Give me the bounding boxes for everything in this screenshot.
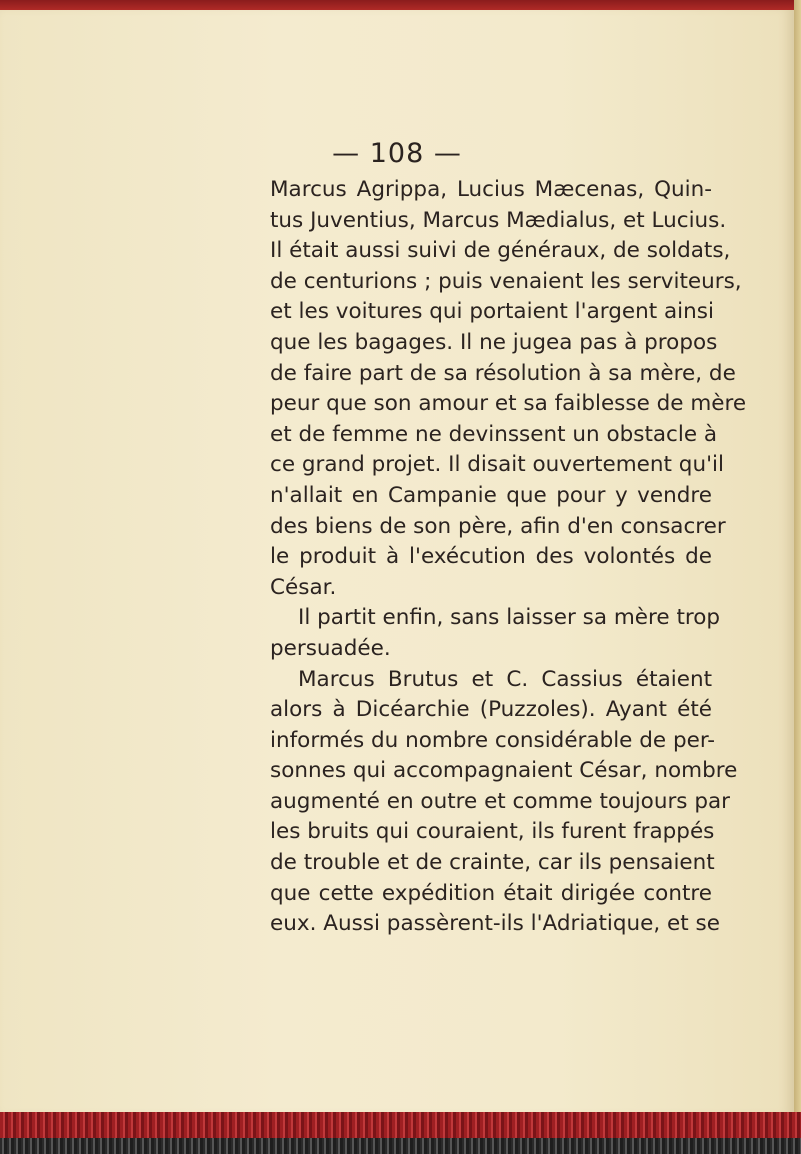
body-text	[270, 175, 747, 940]
text-line: de centurions ; puis venaient les serviteurs,	[270, 268, 742, 294]
text-line: et les voitures qui portaient l'argent ainsi	[270, 299, 714, 325]
text-line: eux. Aussi passèrent-ils l'Adriatique, et se	[270, 911, 720, 937]
text-line: César.	[270, 574, 337, 600]
page-right-edge	[794, 0, 801, 1154]
text-line: le produit à l'exécution des volontés de	[270, 544, 712, 570]
text-line: les bruits qui couraient, ils furent frappés	[270, 819, 715, 845]
text-line: et de femme ne devinssent un obstacle à	[270, 421, 718, 447]
text-line: Marcus Agrippa, Lucius Mæcenas, Quin-	[270, 177, 712, 202]
text-line: persuadée.	[270, 635, 391, 661]
text-line: que les bagages. Il ne jugea pas à propos	[270, 329, 718, 355]
text-line: des biens de son père, afin d'en consacrer	[270, 513, 726, 539]
text-line: Il était aussi suivi de généraux, de soldats,	[270, 238, 731, 264]
text-line: tus Juventius, Marcus Mædialus, et Lucius.	[270, 207, 727, 233]
text-line: que cette expédition était dirigée contre	[270, 880, 712, 906]
text-line: peur que son amour et sa faiblesse de mère	[270, 391, 747, 417]
text-line: informés du nombre considérable de per-	[270, 727, 716, 753]
text-line: augmenté en outre et comme toujours par	[270, 788, 730, 814]
text-line: ce grand projet. Il disait ouvertement qu'il	[270, 452, 724, 478]
page-number: — 108 —	[332, 138, 462, 169]
book-spine-shadow	[0, 1138, 801, 1154]
text-line: n'allait en Campanie que pour y vendre	[270, 482, 712, 508]
text-line: sonnes qui accompagnaient César, nombre	[270, 758, 738, 784]
text-line: alors à Dicéarchie (Puzzoles). Ayant été	[270, 697, 712, 723]
text-line: de faire part de sa résolution à sa mère, de	[270, 360, 736, 386]
page-top-edge	[0, 0, 801, 10]
text-line: de trouble et de crainte, car ils pensaient	[270, 850, 715, 876]
text-line: Marcus Brutus et C. Cassius étaient	[298, 666, 712, 692]
text-line: Il partit enfin, sans laisser sa mère trop	[298, 605, 721, 631]
